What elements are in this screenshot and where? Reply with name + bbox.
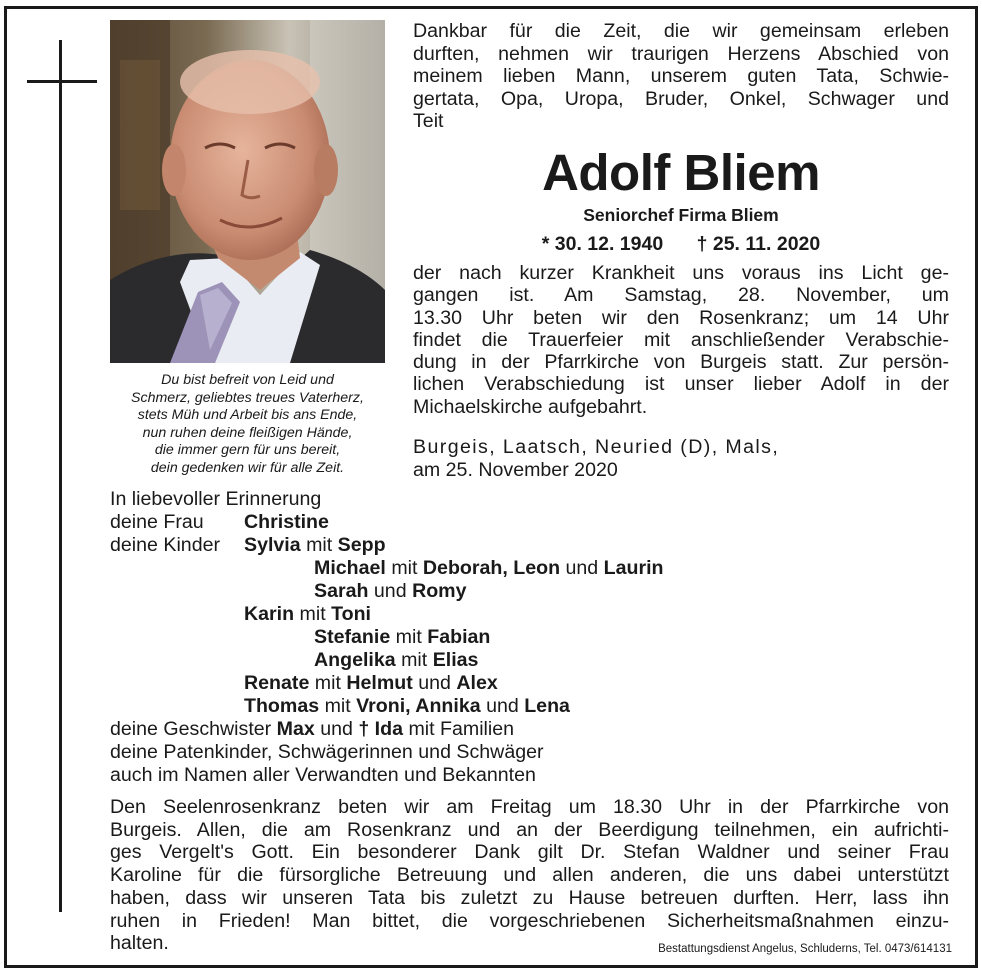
intro-line: meinem lieben Mann, unserem guten Tata, Schwie- — [413, 65, 949, 87]
family-name: Alex — [456, 672, 498, 694]
details-line: findet die Trauerfeier mit anschließender Verabschie- — [413, 328, 949, 351]
poem — [100, 372, 395, 477]
family-text: deine Geschwister — [110, 718, 277, 740]
closing-line: ges Vergelt's Gott. Ein besonderer Dank gilt Dr. Stefan Waldner und seiner Frau — [110, 841, 949, 864]
details-line: lichen Verabschiedung ist unser lieber Adolf in der — [413, 373, 949, 396]
closing-line: Karoline für die fürsorgliche Betreuung und allen anderen, die uns dabei unterstützt — [110, 864, 949, 887]
poem-line: stets Müh und Arbeit bis ans Ende, — [137, 407, 358, 423]
poem-line: Du bist befreit von Leid und — [161, 372, 334, 388]
family-text: mit — [294, 603, 332, 625]
family-name: Helmut — [346, 672, 413, 694]
deceased-title: Seniorchef Firma Bliem — [583, 205, 779, 225]
funeral-home-credit: Bestattungsdienst Angelus, Schluderns, Tel. 0473/614131 — [658, 943, 952, 955]
family-line — [314, 580, 467, 603]
intro-line: Dankbar für die Zeit, die wir gemeinsam erleben — [413, 20, 949, 42]
family-line — [244, 695, 570, 718]
portrait-photo — [110, 20, 385, 363]
family-text: deine Kinder — [110, 534, 221, 556]
family-line — [244, 672, 498, 695]
family-text: mit Familien — [403, 718, 515, 740]
intro-line: gertata, Opa, Uropa, Bruder, Onkel, Schwager und — [413, 87, 949, 110]
family-text: auch im Namen aller Verwandten und Bekannten — [110, 764, 536, 786]
family-name: Stefanie — [314, 626, 391, 648]
poem-line: dein gedenken wir für alle Zeit. — [150, 459, 345, 476]
family-line — [244, 511, 329, 534]
poem-line: Schmerz, geliebtes treues Vaterherz, — [131, 389, 364, 406]
notice-date: am 25. November 2020 — [413, 459, 618, 481]
family-name: Thomas — [244, 695, 320, 717]
family-name: Sepp — [337, 534, 386, 556]
family-text: und — [480, 695, 525, 717]
details-line: Michaelskirche aufgebahrt. — [413, 395, 648, 418]
family-name: Sylvia — [244, 534, 301, 556]
closing-line: ruhen in Frieden! Man bittet, die vorgeschriebenen Sicherheitsmaßnahmen einzu- — [110, 909, 949, 932]
family-text: deine Patenkinder, Schwägerinnen und Schwäger — [110, 741, 544, 763]
closing-line: haben, dass wir unseren Tata bis zuletzt zu Hause betreuen durften. Herr, lass ihn — [110, 886, 949, 909]
family-name: Fabian — [427, 626, 491, 648]
details-line: 13.30 Uhr beten wir den Rosenkranz; um 14 Uhr — [413, 306, 949, 329]
family-line — [110, 488, 321, 511]
family-text: deine Frau — [110, 511, 204, 533]
family-line — [244, 603, 371, 626]
family-text: und — [412, 672, 457, 694]
family-name: Romy — [412, 580, 467, 602]
family-line — [314, 626, 490, 649]
family-text: mit — [385, 557, 423, 579]
closing-line: Burgeis. Allen, die am Rosenkranz und an der Beerdigung teilnehmen, ein aufrichti- — [110, 818, 949, 841]
details-line: der nach kurzer Krankheit uns voraus ins Licht ge- — [413, 262, 949, 284]
closing-line: Den Seelenrosenkranz beten wir am Freitag um 18.30 Uhr in der Pfarrkirche von — [110, 796, 949, 818]
family-line — [314, 649, 478, 672]
life-dates — [413, 232, 949, 256]
family-name: Renate — [244, 672, 310, 694]
family-line — [110, 511, 204, 534]
funeral-details — [413, 262, 949, 418]
family-name: Lena — [524, 695, 570, 717]
family-line — [110, 764, 536, 787]
birth-date: * 30. 12. 1940 — [541, 233, 664, 255]
family-line — [110, 534, 220, 557]
places: Burgeis, Laatsch, Neuried (D), Mals, — [413, 436, 780, 458]
family-text: und — [368, 580, 413, 602]
poem-line: nun ruhen deine fleißigen Hände, — [142, 424, 353, 441]
family-name: Max — [276, 718, 315, 740]
family-line — [244, 534, 386, 557]
family-name: Angelika — [314, 649, 396, 671]
family-text: mit — [300, 534, 338, 556]
details-line: dung in der Pfarrkirche von Burgeis statt. Zur persön- — [413, 351, 949, 374]
family-line — [110, 718, 514, 741]
family-text: In liebevoller Erinnerung — [110, 488, 322, 510]
closing-text — [110, 796, 949, 955]
deceased-name: Adolf Bliem — [542, 144, 820, 201]
family-name: Michael — [314, 557, 386, 579]
family-text: mit — [390, 626, 428, 648]
intro-line: Teit — [413, 110, 444, 132]
cross-icon-bar — [27, 80, 97, 83]
family-line — [110, 741, 544, 764]
family-text: mit — [395, 649, 433, 671]
family-name: Toni — [331, 603, 372, 625]
family-name: Laurin — [603, 557, 664, 579]
place-and-date — [413, 436, 949, 482]
family-text: und — [314, 718, 359, 740]
family-name: Vroni, Annika — [356, 695, 481, 717]
family-text: mit — [309, 672, 347, 694]
family-name: Sarah — [314, 580, 369, 602]
cross-icon — [59, 40, 62, 912]
details-line: gangen ist. Am Samstag, 28. November, um — [413, 284, 949, 307]
closing-line: halten. — [110, 932, 169, 955]
intro-text — [413, 20, 949, 133]
family-line — [314, 557, 664, 580]
family-name: Elias — [432, 649, 479, 671]
family-name: Christine — [244, 511, 329, 533]
poem-line: die immer gern für uns bereit, — [154, 442, 341, 458]
family-name: Deborah, Leon — [422, 557, 561, 579]
family-text: und — [560, 557, 604, 579]
family-name: Karin — [244, 603, 295, 625]
family-name: † Ida — [358, 718, 403, 740]
death-date: † 25. 11. 2020 — [696, 233, 821, 255]
family-text: mit — [319, 695, 357, 717]
intro-line: durften, nehmen wir traurigen Herzens Abschied von — [413, 42, 949, 65]
